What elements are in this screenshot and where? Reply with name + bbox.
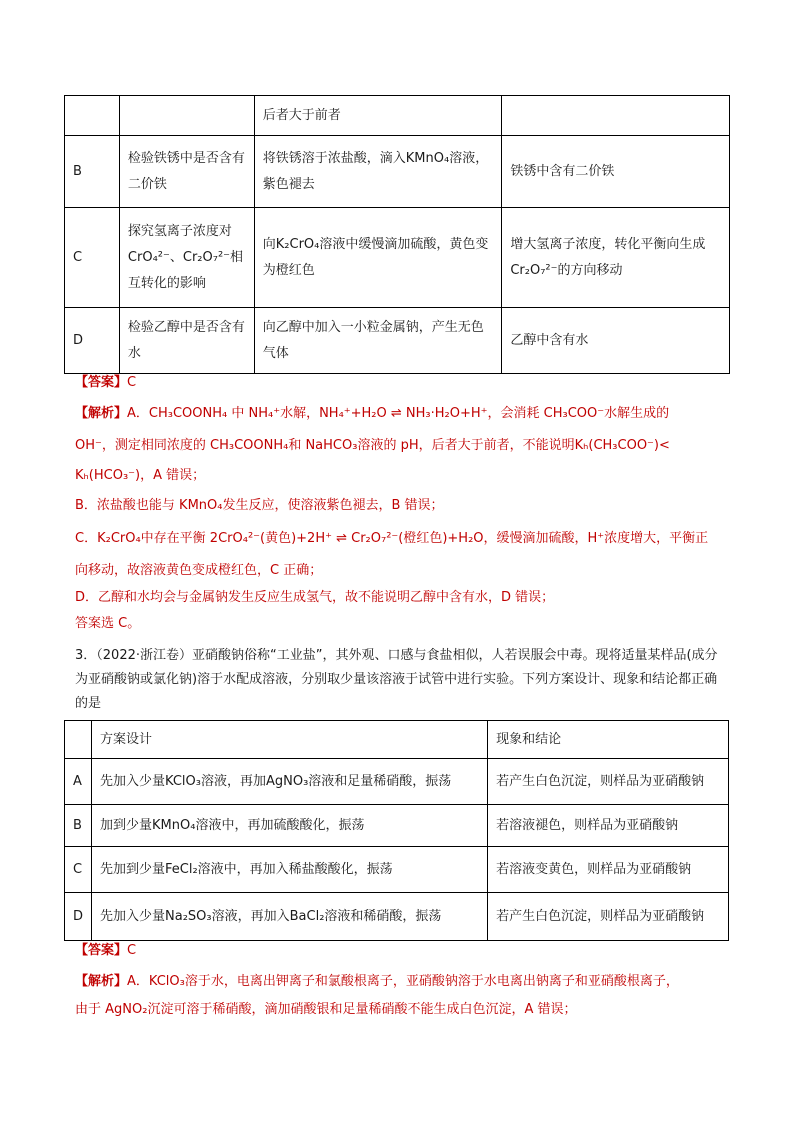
cell-purpose: 探究氢离子浓度对CrO₄²⁻、Cr₂O₇²⁻相互转化的影响 <box>119 208 254 308</box>
cell-conclusion: 若溶液变黄色，则样品为亚硝酸钠 <box>488 847 729 893</box>
analysis-line: 答案选 C。 <box>75 616 141 631</box>
cell-design: 向乙醇中加入一小粒金属钠，产生无色气体 <box>254 308 502 374</box>
analysis-line: 由于 AgNO₂沉淀可溶于稀硝酸，滴加硝酸银和足量稀硝酸不能生成白色沉淀，A 错误； <box>75 1002 577 1017</box>
table-row <box>65 208 730 308</box>
table-row <box>65 847 729 893</box>
cell-design: 将铁锈溶于浓盐酸，滴入KMnO₄溶液，紫色褪去 <box>254 136 502 208</box>
answer-value: C <box>127 375 137 390</box>
cell-conclusion: 铁锈中含有二价铁 <box>502 136 730 208</box>
cell-key: D <box>65 308 120 374</box>
cell-design: 加到少量KMnO₄溶液中，再加硫酸酸化，振荡 <box>92 805 488 847</box>
table-experiments-continued <box>64 95 730 374</box>
table-row <box>65 805 729 847</box>
cell-conclusion: 乙醇中含有水 <box>502 308 730 374</box>
header-design: 方案设计 <box>92 721 488 759</box>
answer-label: 【答案】 <box>75 943 128 958</box>
cell-design: 先加到少量FeCl₂溶液中，再加入稀盐酸酸化，振荡 <box>92 847 488 893</box>
cell-key: C <box>65 847 92 893</box>
table-row <box>65 96 730 136</box>
analysis-label: 【解析】 <box>75 974 128 989</box>
cell-key: C <box>65 208 120 308</box>
cell-conclusion: 若溶液褪色，则样品为亚硝酸钠 <box>488 805 729 847</box>
cell-design: 后者大于前者 <box>254 96 502 136</box>
cell-conclusion: 若产生白色沉淀，则样品为亚硝酸钠 <box>488 759 729 805</box>
cell-purpose: 检验铁锈中是否含有二价铁 <box>119 136 254 208</box>
analysis-line: OH⁻，测定相同浓度的 CH₃COONH₄和 NaHCO₃溶液的 pH，后者大于前者，不能说明Kₕ(CH₃COO⁻)< <box>75 438 670 453</box>
cell-purpose: 检验乙醇中是否含有水 <box>119 308 254 374</box>
cell-conclusion: 增大氢离子浓度，转化平衡向生成Cr₂O₇²⁻的方向移动 <box>502 208 730 308</box>
analysis-line: Kₕ(HCO₃⁻)，A 错误； <box>75 468 206 483</box>
answer-value: C <box>127 943 137 958</box>
table-row <box>65 308 730 374</box>
cell-key: A <box>65 759 92 805</box>
cell-design: 向K₂CrO₄溶液中缓慢滴加硫酸，黄色变为橙红色 <box>254 208 502 308</box>
cell-key: B <box>65 805 92 847</box>
answer-line <box>75 373 136 393</box>
cell-design: 先加入少量KClO₃溶液，再加AgNO₃溶液和足量稀硝酸，振荡 <box>92 759 488 805</box>
table-row <box>65 759 729 805</box>
cell-key <box>65 96 120 136</box>
cell-key: B <box>65 136 120 208</box>
analysis-line: 【解析】A．CH₃COONH₄ 中 NH₄⁺水解，NH₄⁺+H₂O ⇌ NH₃·H₂O+H⁺，会消耗 CH₃COO⁻水解生成的 <box>75 406 670 421</box>
analysis-line: 【解析】A．KClO₃溶于水，电离出钾离子和氯酸根离子，亚硝酸钠溶于水电离出钠离子和亚硝酸根离子， <box>75 974 679 989</box>
table-row <box>65 893 729 941</box>
cell-key: D <box>65 893 92 941</box>
table-nitrite-test <box>64 720 729 941</box>
cell-design: 先加入少量Na₂SO₃溶液，再加入BaCl₂溶液和稀硝酸，振荡 <box>92 893 488 941</box>
header-key <box>65 721 92 759</box>
cell-purpose <box>119 96 254 136</box>
cell-conclusion <box>502 96 730 136</box>
table-header-row <box>65 721 729 759</box>
analysis-line: C．K₂CrO₄中存在平衡 2CrO₄²⁻(黄色)+2H⁺ ⇌ Cr₂O₇²⁻(橙红色)+H₂O，缓慢滴加硫酸，H⁺浓度增大，平衡正 <box>75 531 709 546</box>
answer-label: 【答案】 <box>75 375 128 390</box>
analysis-line: 向移动，故溶液黄色变成橙红色，C 正确； <box>75 563 323 578</box>
question-3-stem: 3．（2022·浙江卷）亚硝酸钠俗称“工业盐”，其外观、口感与食盐相似，人若误服会中毒。现将适量某样品(成分为亚硝酸钠或氯化钠)溶于水配成溶液，分别取少量该溶液于试管中进行实验。下列方案设计、现象和结论都正确的是 <box>75 648 718 711</box>
analysis-line: D．乙醇和水均会与金属钠发生反应生成氢气，故不能说明乙醇中含有水，D 错误； <box>75 590 555 605</box>
header-conclusion: 现象和结论 <box>488 721 729 759</box>
answer-line <box>75 941 136 961</box>
analysis-line: B．浓盐酸也能与 KMnO₄发生反应，使溶液紫色褪去，B 错误； <box>75 498 444 513</box>
table-row <box>65 136 730 208</box>
cell-conclusion: 若产生白色沉淀，则样品为亚硝酸钠 <box>488 893 729 941</box>
analysis-label: 【解析】 <box>75 406 128 421</box>
